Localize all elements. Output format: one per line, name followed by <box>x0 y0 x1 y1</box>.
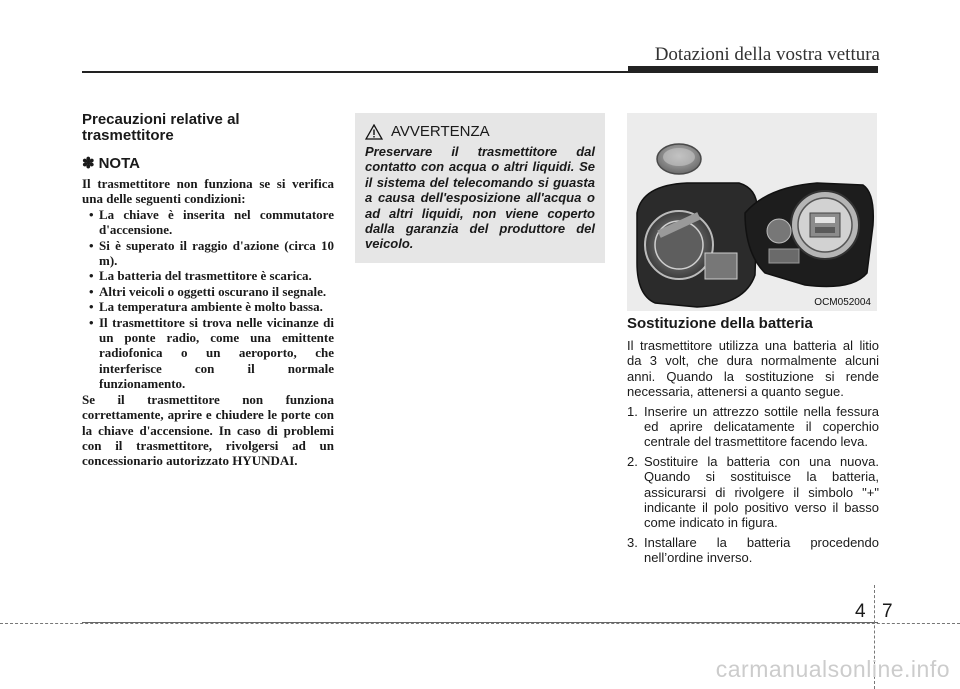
precautions-section <box>82 112 334 469</box>
footer-dashed-line <box>0 623 960 624</box>
battery-title: Sostituzione della batteria <box>627 315 813 332</box>
footer-divider <box>82 622 878 623</box>
nota-heading <box>82 154 334 172</box>
list-item: • La chiave è inserita nel commutatore d'accensione. <box>89 206 334 238</box>
warning-text: Preservare il trasmettitore dal contatto con acqua o altri liquidi. Se il sistema del telecomando si guasta a causa dell'esposizione all'acqua o ad altri liquidi, non viene coperto dalla garanzia del produttore del veicolo. <box>365 144 595 252</box>
list-item: • Il trasmettitore si trova nelle vicinanze di un ponte radio, come una emittente radiofonica o un aeroporto, che interferisce con il normale funzionamento. <box>89 314 334 392</box>
list-item: • La batteria del trasmettitore è scarica. <box>89 268 312 284</box>
precautions-title: Precauzioni relative al trasmettitore <box>82 111 240 144</box>
list-item: 3. Installare la batteria procedendo nell’ordine inverso. <box>627 534 879 566</box>
warning-box <box>355 113 605 263</box>
list-item: • Altri veicoli o oggetti oscurano il segnale. <box>89 283 327 299</box>
condition-list <box>82 207 334 392</box>
list-item: • La temperatura ambiente è molto bassa. <box>89 299 323 315</box>
header-title: Dotazioni della vostra vettura <box>654 44 880 65</box>
figure-code: OCM052004 <box>814 297 871 308</box>
section-number: 4 <box>855 601 866 622</box>
warning-heading <box>365 123 595 140</box>
list-item: 1. Inserire un attrezzo sottile nella fessura ed aprire delicatamente il coperchio centrale del trasmettitore facendo leva. <box>627 403 879 450</box>
warning-title: AVVERTENZA <box>391 123 490 140</box>
nota-closing: Se il trasmettitore non funziona correttamente, aprire e chiudere le porte con la chiave d'accensione. In caso di problemi con il trasmettitore, rivolgersi ad un concessionario autorizzato HYUNDAI. <box>82 391 334 469</box>
nota-asterisk-icon: ✽ <box>82 155 95 172</box>
warning-triangle-icon <box>365 124 383 140</box>
battery-replacement-figure <box>627 113 877 311</box>
header-accent-bar <box>628 66 878 73</box>
nota-intro: Il trasmettitore non funziona se si verifica una delle seguenti condizioni: <box>82 176 334 207</box>
list-item: 2. Sostituire la batteria con una nuova. Quando si sostituisce la batteria, assicurarsi di rivolgere il simbolo "+" indicante il polo positivo verso il basso come indicato in figura. <box>627 453 879 531</box>
watermark: carmanualsonline.info <box>715 656 950 682</box>
battery-steps <box>627 404 879 566</box>
key-fob-open-illustration <box>627 113 877 311</box>
battery-section <box>627 315 879 570</box>
page-number: 7 <box>882 601 893 622</box>
nota-label: NOTA <box>98 155 140 172</box>
list-item: • Si è superato il raggio d'azione (circa 10 m). <box>89 237 334 269</box>
battery-intro: Il trasmettitore utilizza una batteria al litio da 3 volt, che dura normalmente alcuni anni. Quando la sostituzione si rende necessaria, attenersi a quanto segue. <box>627 338 879 400</box>
